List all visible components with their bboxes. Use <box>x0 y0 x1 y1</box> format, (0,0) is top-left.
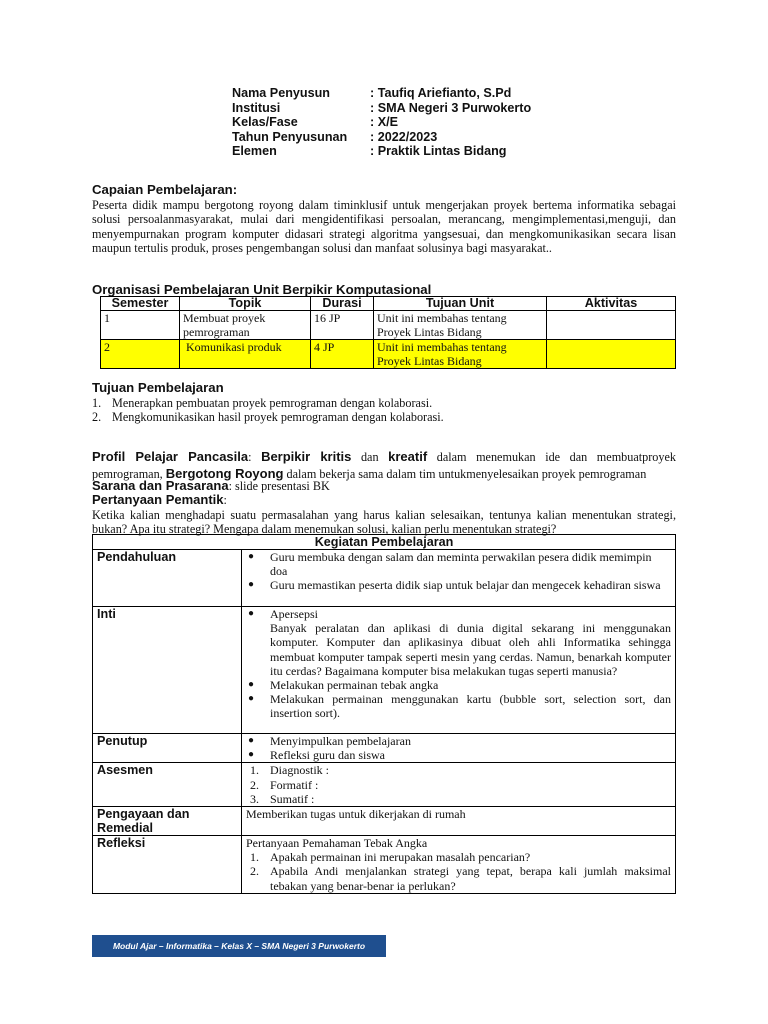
bullet-icon: ● <box>248 693 255 705</box>
tujuan-list <box>92 396 676 425</box>
item-text: Menerapkan pembuatan proyek pemrograman dengan kolaborasi. <box>112 396 433 410</box>
identity-value: : 2022/2023 <box>370 129 438 144</box>
item-text: Refleksi guru dan siswa <box>270 748 385 763</box>
table-row <box>93 734 676 763</box>
table-row <box>93 607 676 734</box>
item-text: Menyimpulkan pembelajaran <box>270 734 411 748</box>
row-label-asesmen: Asesmen <box>93 763 242 807</box>
identity-value: : X/E <box>370 115 398 129</box>
col-header-topik: Topik <box>180 297 311 311</box>
profil-colon: : <box>248 450 262 464</box>
row-content-pendahuluan <box>242 550 676 607</box>
pemantik-text: Ketika kalian menghadapi suatu permasalahan yang harus kalian selesaikan, tentunya kalian menentukan strategi, bukan? Apa itu strategi? Mengapa dalam menemukan solusi, kalian perlu menentukan strategi? <box>92 508 676 537</box>
pemantik-label: Pertanyaan Pemantik <box>92 492 224 507</box>
identity-label: Tahun Penyusunan <box>232 129 348 144</box>
identity-block <box>232 86 531 159</box>
cell-aktivitas <box>547 311 676 340</box>
cell-durasi: 16 JP <box>311 311 374 340</box>
col-header-semester: Semester <box>101 297 180 311</box>
item-number: 2. <box>250 777 259 792</box>
profil-label: Profil Pelajar Pancasila <box>92 449 249 464</box>
organisasi-table <box>100 296 676 369</box>
item-text: Apersepsi <box>270 607 318 621</box>
col-header-durasi: Durasi <box>311 297 374 311</box>
row-label-pengayaan: Pengayaan dan Remedial <box>93 807 242 836</box>
profil-text1: dalam menemukan ide dan membuatproyek pemrograman, <box>92 450 676 481</box>
sarana-colon: : <box>228 479 236 493</box>
table-row <box>93 763 676 807</box>
item-text: Guru membuka dengan salam dan meminta perwakilan pesera didik memimpin doa <box>270 550 652 579</box>
item-number: 3. <box>250 791 259 806</box>
list-item <box>92 396 676 410</box>
asesmen-list <box>246 763 671 806</box>
bullet-icon: ● <box>248 735 255 746</box>
cell-aktivitas <box>547 340 676 369</box>
capaian-text: Peserta didik mampu bergotong royong dalam timinklusif untuk mengerjakan proyek bertema informatika sebagai solusi persoalanmasyarakat, mulai dari mengidentifikasi persoalan, merancang, mengimplementasi,menguji, dan menyempurnakan program komputer didasari strategi algoritma yangsesuai, dan mengkomunikasikan secara lisan maupun tertulis produk, proses pengembangan solusi dan manfaat solusinya bagi masyarakat.. <box>92 198 676 255</box>
identity-value: : Praktik Lintas Bidang <box>370 144 507 158</box>
item-text: Melakukan permainan tebak angka <box>270 678 439 693</box>
cell-tujuan: Unit ini membahas tentang Proyek Lintas Bidang <box>374 311 547 340</box>
item-number: 1. <box>250 763 259 778</box>
row-content-asesmen <box>242 763 676 807</box>
row-label-inti: Inti <box>93 607 242 734</box>
kegiatan-caption: Kegiatan Pembelajaran <box>93 535 676 550</box>
item-text: Formatif : <box>270 777 319 792</box>
item-number: 1. <box>250 850 259 865</box>
list-item <box>246 763 671 777</box>
refleksi-list <box>246 850 671 893</box>
list-item-paragraph <box>246 621 671 678</box>
row-content-inti <box>242 607 676 734</box>
organisasi-header-row <box>101 297 676 311</box>
cell-topik: Membuat proyek pemrograman <box>180 311 311 340</box>
footer-text: Modul Ajar – Informatika – Kelas X – SMA Negeri 3 Purwokerto <box>112 941 366 951</box>
list-item <box>246 692 671 720</box>
cell-durasi: 4 JP <box>311 340 374 369</box>
list-item <box>246 748 671 762</box>
list-item <box>246 734 671 748</box>
profil-text2: dalam bekerja sama dalam tim untukmenyelesaikan proyek pemrograman <box>283 466 647 481</box>
bullet-icon: ● <box>248 749 255 761</box>
organisasi-title: Organisasi Pembelajaran Unit Berpikir Komputasional <box>92 282 432 297</box>
sarana-value: slide presentasi BK <box>235 479 330 493</box>
identity-row-element <box>232 144 531 159</box>
table-row <box>93 550 676 607</box>
identity-row-year <box>232 130 531 145</box>
col-header-tujuan: Tujuan Unit <box>374 297 547 311</box>
profil-kreatif: kreatif <box>388 449 428 464</box>
table-row <box>101 311 676 340</box>
bullet-icon: ● <box>248 679 255 691</box>
identity-row-class <box>232 115 531 130</box>
list-item <box>246 850 671 864</box>
row-content-penutup <box>242 734 676 763</box>
col-header-aktivitas: Aktivitas <box>547 297 676 311</box>
item-text: Apabila Andi menjalankan strategi yang tepat, berapa kali jumlah maksimal tebakan yang benar-benar ia perlukan? <box>270 864 671 893</box>
bullet-icon: ● <box>248 608 255 619</box>
profil-kritis: Berpikir kritis <box>261 449 352 464</box>
penutup-list <box>246 734 671 762</box>
cell-topik: Komunikasi produk <box>180 340 311 369</box>
sarana-label: Sarana dan Prasarana <box>92 478 229 493</box>
row-label-penutup: Penutup <box>93 734 242 763</box>
list-item <box>246 778 671 792</box>
item-number: 2. <box>250 864 259 879</box>
list-item <box>246 792 671 806</box>
identity-label: Kelas/Fase <box>232 115 298 129</box>
identity-value: : SMA Negeri 3 Purwokerto <box>370 100 532 115</box>
kegiatan-table <box>92 534 676 894</box>
row-content-pengayaan: Memberikan tugas untuk dikerjakan di rumah <box>242 807 676 836</box>
kegiatan-caption-row <box>93 535 676 550</box>
capaian-title: Capaian Pembelajaran: <box>92 182 238 197</box>
bullet-icon: ● <box>248 551 255 562</box>
list-item <box>246 607 671 621</box>
item-text: Mengkomunikasikan hasil proyek pemrograman dengan kolaborasi. <box>112 410 444 425</box>
list-item <box>246 550 671 578</box>
table-row-highlighted <box>101 340 676 369</box>
row-content-refleksi <box>242 836 676 894</box>
row-label-pendahuluan: Pendahuluan <box>93 550 242 607</box>
identity-value: : Taufiq Ariefianto, S.Pd <box>370 86 512 100</box>
bullet-icon: ● <box>248 579 255 591</box>
profil-gotong: Bergotong Royong <box>165 465 284 481</box>
table-row <box>93 836 676 894</box>
inti-list <box>246 607 671 721</box>
pendahuluan-list <box>246 550 671 593</box>
item-text: Guru memastikan peserta didik siap untuk belajar dan mengecek kehadiran siswa <box>270 578 661 593</box>
list-item <box>92 410 676 424</box>
identity-label: Nama Penyusun <box>232 86 330 100</box>
item-number: 2. <box>92 410 102 425</box>
identity-row-institution <box>232 101 531 116</box>
identity-label: Elemen <box>232 144 277 158</box>
item-text: Sumatif : <box>270 791 315 806</box>
cell-semester: 2 <box>101 340 180 369</box>
list-item <box>246 678 671 692</box>
table-row <box>93 807 676 836</box>
identity-row-author <box>232 86 531 101</box>
profil-dan: dan <box>351 450 389 464</box>
cell-semester: 1 <box>101 311 180 340</box>
footer-banner <box>92 935 386 957</box>
apersepsi-text: Banyak peralatan dan aplikasi di dunia digital sekarang ini menggunakan komputer. Komputer dan aplikasinya dibuat oleh ahli Informatika sehingga membuat komputer tampak seperti mesin yang cerdas. Namun, benarkah komputer itu cerdas? Bagaimana komputer bisa melakukan tugas seperti manusia? <box>270 621 671 678</box>
identity-label: Institusi <box>232 100 281 115</box>
item-text: Melakukan permainan menggunakan kartu (bubble sort, selection sort, dan insertion sort). <box>270 692 671 721</box>
list-item <box>246 578 671 592</box>
pemantik-line <box>92 493 227 507</box>
item-number: 1. <box>92 396 102 410</box>
tujuan-title: Tujuan Pembelajaran <box>92 380 224 395</box>
item-text: Diagnostik : <box>270 763 329 778</box>
cell-tujuan: Unit ini membahas tentang Proyek Lintas Bidang <box>374 340 547 369</box>
pemantik-colon: : <box>223 493 227 507</box>
item-text: Apakah permainan ini merupakan masalah pencarian? <box>270 850 531 865</box>
list-item <box>246 864 671 892</box>
refleksi-intro: Pertanyaan Pemahaman Tebak Angka <box>246 836 428 851</box>
row-label-refleksi: Refleksi <box>93 836 242 894</box>
